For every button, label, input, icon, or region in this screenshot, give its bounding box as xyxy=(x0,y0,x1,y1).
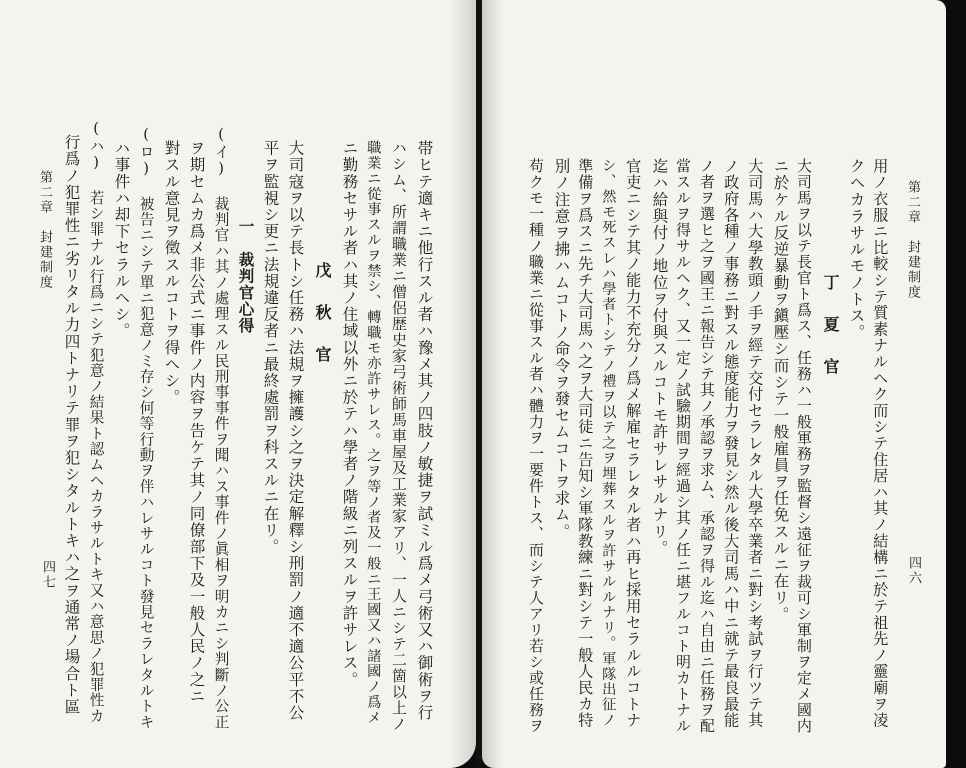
right-column-9: 當スルヲ得サルヘク、又一定ノ試驗期間ヲ經過シ其ノ任ニ堪フルコト明カトナル xyxy=(673,158,692,734)
left-column-15: 行爲ノ犯罪性ニ劣リタル力四トナリテ罪ヲ犯シタルトキハ之ヲ通常ノ場合ト區 xyxy=(62,134,81,715)
right-column-11: 官吏ニシテ其ノ能力不充分ノ爲メ解雇セラレタル者ハ再ヒ採用セラルルコトナ xyxy=(624,158,643,729)
left-column-2: ハシム、所謂職業ニ僧侶歴史家弓術師馬車屋及工業家アリ、一人ニシテ二箇以上ノ xyxy=(389,140,408,732)
right-page-number: 四六 xyxy=(906,556,921,586)
left-page-number: 四七 xyxy=(40,560,55,590)
right-column-8: ノ者ヲ選ヒ之ヲ國王ニ報告シテ其ノ承認ヲ求ム、承認ヲ得ル迄ハ自由ニ任務ヲ配 xyxy=(697,158,716,734)
left-column-14: (ハ) 若シ罪ナル行爲ニシテ犯意ノ結果ト認ムヘカラサルトキ又ハ意思ノ犯罪性カ xyxy=(87,120,105,724)
right-page-gutter-shadow xyxy=(482,0,504,768)
right-column-5: ニ於ケル反逆暴動ヲ鎭壓シ而シテ一般雇員ヲ任免スルニ在リ。 xyxy=(771,158,790,623)
right-running-head: 第二章 封建制度 xyxy=(905,180,920,300)
right-column-4: 大司馬ヲ以テ長官ト爲ス、任務ハ一般軍務ヲ監督シ遠征ヲ裁可シ軍制ヲ定メ國内 xyxy=(794,158,813,734)
left-running-head: 第二章 封建制度 xyxy=(37,170,52,290)
right-column-1: 用ノ衣服ニ比較シテ質素ナルヘク而シテ住居ハ其ノ結構ニ於テ祖先ノ靈廟ヲ凌 xyxy=(871,158,890,729)
right-column-12: シ、然モ死スレハ學者トシテノ禮ヲ以テ之ヲ埋葬スルヲ許サルルナリ。軍隊出征ノ xyxy=(600,158,617,728)
left-page-gutter-shadow xyxy=(450,0,476,768)
right-column-13: 準備ヲ爲スニ先チ大司馬ハ之ヲ大司徒ニ告知シ軍隊教練ニ對シテ一般人民カ特 xyxy=(576,158,595,729)
right-column-14: 別ノ注意ヲ拂ハムコトノ命令ヲ發セムコトヲ求ム。 xyxy=(552,158,571,540)
left-column-12: (ロ) 被告ニシテ單ニ犯意ノミ存シ何等行動ヲ伴ハレサルコト發見セラレタルトキ xyxy=(137,126,155,730)
book-right-edge xyxy=(948,0,966,768)
section-heading-kakan: 丁 夏 官 xyxy=(821,274,840,379)
right-column-6: 大司馬ハ大學教頭ノ手ヲ經テ交付セラレタル大學卒業者ニ對シ考試ヲ行ツテ其 xyxy=(746,158,765,729)
right-page xyxy=(482,0,946,768)
right-column-15: 苟クモ一種ノ職業ニ從事スル者ハ體力ヲ一要件トス、而シテ人アリ若シ或任務ヲ xyxy=(526,158,545,734)
left-column-4: ニ勤務セサル者ハ其ノ住域以外ニ於テハ學者ノ階級ニ列スルヲ許サレス。 xyxy=(340,140,359,688)
right-column-10: 迄ハ給與付ノ地位ヲ付與スルコトモ許サレサルナリ。 xyxy=(650,158,669,557)
left-column-3: 職業ニ從事スルヲ禁シ、轉職モ亦許サレス。之ヲ等ノ者及一般ニ王國又ハ諸國ノ爲メ xyxy=(365,140,382,726)
subsection-heading-judges: 一 裁判官心得 xyxy=(236,218,256,335)
right-column-2: クヘカラサルモノトス。 xyxy=(847,158,866,341)
left-column-6: 大司寇ヲ以テ長トシ任務ハ法規ヲ擁護シ之ヲ決定解釋シ刑罰ノ適不適公平不公 xyxy=(286,140,305,721)
left-column-11: 對スル意見ヲ徵スルコトヲ得ヘシ。 xyxy=(162,140,181,406)
left-column-9: (イ) 裁判官ハ其ノ處理スル民刑事事件ヲ聞ハス事件ノ眞相ヲ明カニシ判斷ノ公正 xyxy=(212,126,230,730)
left-page xyxy=(0,0,476,768)
left-column-10: ヲ期セムカ爲メ非公式ニ事件ノ内容ヲ告ケテ其ノ同僚部下及一般人民ノ之ニ xyxy=(187,140,206,705)
right-column-7: ノ政府各種ノ事務ニ對スル態度能力ヲ發見シ然ル後大司馬ハ中ニ就テ最良最能 xyxy=(722,158,741,729)
left-column-13: ハ事件ハ却下セラルヘシ。 xyxy=(112,140,131,340)
left-column-7: 平ヲ監視シ更ニ法規違反者ニ最終處罰ヲ科スルニ在リ。 xyxy=(261,140,280,555)
section-heading-shukan: 戊 秋 官 xyxy=(313,262,332,367)
left-column-1: 帯ヒテ適キニ他行スル者ハ豫メ其ノ四肢ノ敏捷ヲ試ミル爲メ弓術又ハ御術ヲ行 xyxy=(415,140,434,721)
